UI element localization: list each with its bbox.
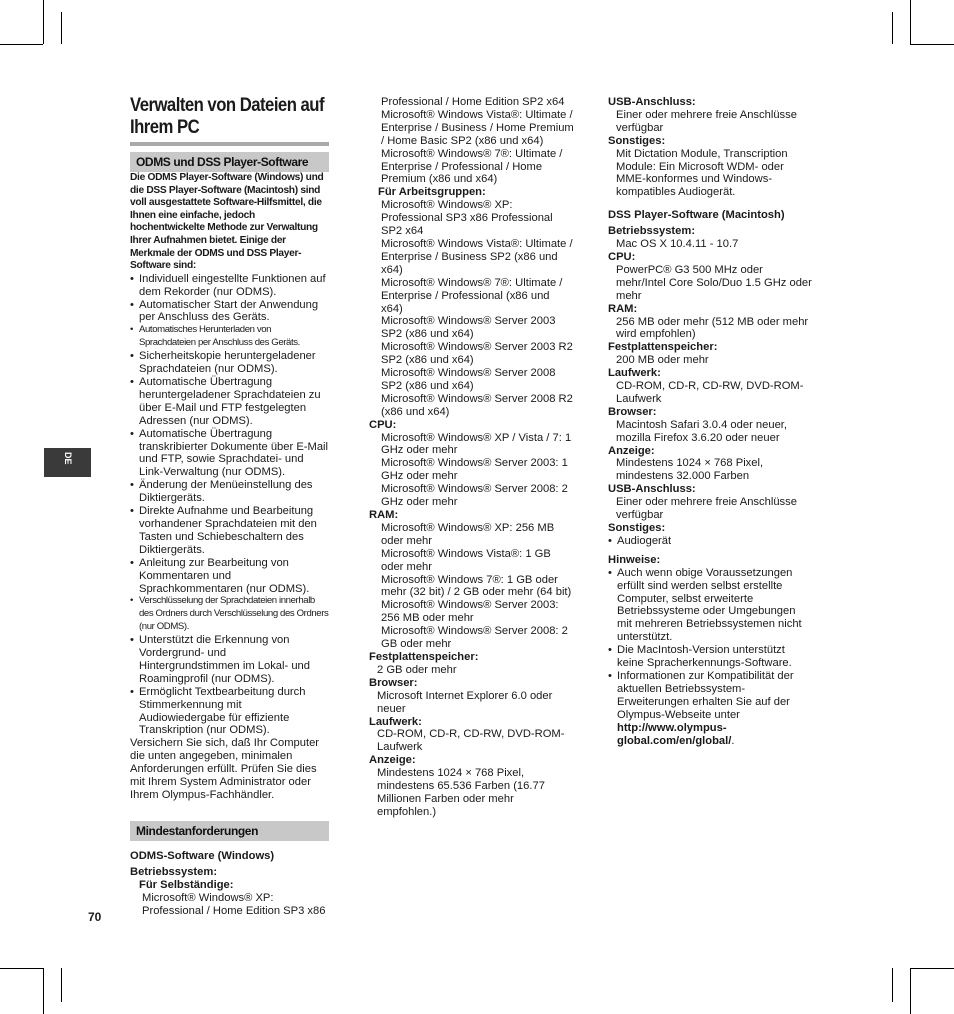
mac-usb-label: USB-Anschluss: [608,483,696,496]
language-tab [44,448,91,477]
list-item: • Die MacIntosh-Version unterstützt keine Spracherkennungs-Software. [608,644,813,670]
cpu-label: CPU: [369,418,397,431]
title-rule [130,142,329,146]
usb-value: Einer oder mehrere freie Anschlüsse verfügbar [616,108,797,134]
page-number: 70 [88,910,102,924]
list-item [608,670,813,747]
section-heading-software: ODMS und DSS Player-Software [130,152,329,172]
crop-mark [0,44,43,45]
workgroup-label: Für Arbeitsgruppen: [378,186,486,199]
section-heading-requirements: Mindestanforderungen [130,821,329,841]
crop-mark [892,12,893,44]
intro-text: Die ODMS Player-Software (Windows) und die DSS Player-Software (Macintosh) sind voll ausgestattete Software-Hilfsmittel, die Ihnen eine einfache, jedoch hochentwickelte Methode zur Verwaltung Ihrer Aufnahmen bietet. Einige der Merkmale der ODMS und DSS Player-Software sind: [130,172,324,272]
list-item: • Änderung der Menüeinstellung des Diktiergeräts. [130,479,329,505]
ram-entry: Microsoft® Windows Vista®: 1 GB oder mehr [381,547,551,573]
list-item: • Ermöglicht Textbearbeitung durch Stimmerkennung mit Audiowiedergabe für effiziente Transkription (nur ODMS). [130,686,329,738]
disk-label: Festplattenspeicher: [369,650,479,663]
usb-label: USB-Anschluss: [608,96,696,108]
drive-value: CD-ROM, CD-R, CD-RW, DVD-ROM-Laufwerk [377,728,565,754]
drive-label: Laufwerk: [369,715,422,728]
list-item: • Unterstützt die Erkennung von Vordergrund- und Hintergrundstimmen im Lokal- und Roamingprofil (nur ODMS). [130,634,329,686]
mac-drive-label: Laufwerk: [608,367,661,380]
workgroup-entry: Microsoft® Windows® 7®: Ultimate / Enterprise / Professional (x86 und x64) [381,276,563,315]
crop-mark [910,968,954,969]
ram-entry: Microsoft® Windows® Server 2003: 256 MB oder mehr [381,599,559,625]
mac-drive-value: CD-ROM, CD-R, CD-RW, DVD-ROM-Laufwerk [616,380,804,405]
language-tab-label: DE [63,452,73,465]
notes-list [608,567,813,748]
crop-mark [43,968,44,1014]
list-item: • Audiogerät [608,535,813,548]
standalone-entry: Microsoft® Windows® XP: Professional / Home Edition SP3 x86 [142,891,326,917]
misc-value: Mit Dictation Module, Transcription Module: Ein Microsoft WDM- oder MME-konformes und Windows-kompatibles Audiogerät. [616,147,788,199]
mac-os-value: Mac OS X 10.4.11 - 10.7 [616,238,739,251]
workgroup-entry: Microsoft® Windows® Server 2003 SP2 (x86 und x64) [381,315,556,341]
standalone-entry: Professional / Home Edition SP2 x64 [381,96,565,108]
cpu-entry: Microsoft® Windows® Server 2003: 1 GHz oder mehr [381,457,568,483]
column-3 [608,96,813,747]
ram-entry: Microsoft® Windows® XP: 256 MB oder mehr [381,521,555,547]
mac-browser-value: Macintosh Safari 3.0.4 oder neuer, mozilla Firefox 3.6.20 oder neuer [616,418,788,444]
mac-disk-label: Festplattenspeicher: [608,341,718,354]
display-label: Anzeige: [369,754,416,767]
cpu-entry: Microsoft® Windows® XP / Vista / 7: 1 GHz oder mehr [381,431,572,457]
list-item: • Anleitung zur Bearbeitung von Kommentaren und Sprachkommentaren (nur ODMS). [130,557,329,596]
mac-os-label: Betriebssystem: [608,225,696,238]
crop-mark [910,44,954,45]
page-title: Verwalten von Dateien auf Ihrem PC [130,95,325,138]
misc-label: Sonstiges: [608,134,666,147]
list-item: • Sicherheitskopie heruntergeladener Sprachdateien (nur ODMS). [130,350,329,376]
list-item: • Individuell eingestellte Funktionen auf dem Rekorder (nur ODMS). [130,273,329,299]
disk-value: 2 GB oder mehr [377,663,457,676]
list-item: • Automatische Übertragung heruntergeladener Sprachdateien zu über E-Mail und FTP festgelegten Adressen (nur ODMS). [130,376,329,428]
standalone-entry: Microsoft® Windows Vista®: Ultimate / Enterprise / Business / Home Premium / Home Basic SP2 (x86 und x64) [381,108,574,147]
workgroup-entry: Microsoft® Windows® XP: Professional SP3 x86 Professional SP2 x64 [381,199,553,238]
mac-ram-value: 256 MB oder mehr (512 MB oder mehr wird empfohlen) [616,315,809,341]
standalone-entry: Microsoft® Windows® 7®: Ultimate / Enterprise / Professional / Home Premium (x86 und x64) [381,147,563,186]
mac-disk-value: 200 MB oder mehr [616,354,709,367]
mac-cpu-label: CPU: [608,250,636,263]
mac-cpu-value: PowerPC® G3 500 MHz oder mehr/Intel Core Solo/Duo 1.5 GHz oder mehr [616,263,812,302]
browser-value: Microsoft Internet Explorer 6.0 oder neuer [377,689,553,715]
list-item: • Automatischer Start der Anwendung per Anschluss des Geräts. [130,299,329,325]
mac-ram-label: RAM: [608,302,638,315]
crop-mark [910,968,911,1014]
crop-mark [43,0,44,44]
display-value: Mindestens 1024 × 768 Pixel, mindestens 65.536 Farben (16.77 Millionen Farben oder mehr empfohlen.) [377,767,545,818]
list-item: • Automatisches Herunterladen von Sprachdateien per Anschluss des Geräts. [130,324,329,350]
crop-mark [61,968,62,1002]
column-1 [130,95,329,917]
list-item: • Automatische Übertragung transkribierter Dokumente über E-Mail und FTP, sowie Sprachdatei- und Link-Verwaltung (nur ODMS). [130,428,329,480]
workgroup-entry: Microsoft® Windows Vista®: Ultimate / Enterprise / Business SP2 (x86 und x64) [381,237,573,276]
crop-mark [0,968,43,969]
mac-title: DSS Player-Software (Macintosh) [608,209,785,222]
notes-last-text: Informationen zur Kompatibilität der aktuellen Betriebssystem-Erweiterungen erhalten Sie auf der Olympus-Webseite unter [617,669,794,721]
mac-usb-value: Einer oder mehrere freie Anschlüsse verfügbar [616,496,797,522]
closing-text: Versichern Sie sich, daß Ihr Computer die unten angegeben, minimalen Anforderungen erfüllt. Prüfen Sie dies mit Ihrem System Administrator oder Ihrem Olympus-Fachhändler. [130,737,320,801]
feature-list [130,273,329,738]
ram-entry: Microsoft® Windows® Server 2008: 2 GB oder mehr [381,625,568,651]
list-item: • Verschlüsselung der Sprachdateien innerhalb des Ordners durch Verschlüsselung des Ordners (nur ODMS). [130,595,329,634]
notes-label: Hinweise: [608,553,661,566]
ram-entry: Microsoft® Windows 7®: 1 GB oder mehr (32 bit) / 2 GB oder mehr (64 bit) [381,573,572,599]
url-suffix: . [731,734,735,747]
workgroup-entry: Microsoft® Windows® Server 2008 SP2 (x86 und x64) [381,367,556,392]
standalone-label: Für Selbständige: [139,878,234,891]
workgroup-entry: Microsoft® Windows® Server 2008 R2 (x86 und x64) [381,392,573,418]
cpu-entry: Microsoft® Windows® Server 2008: 2 GHz oder mehr [381,483,568,509]
browser-label: Browser: [369,676,418,689]
crop-mark [892,968,893,1002]
mac-misc-list [608,535,813,548]
mac-misc-label: Sonstiges: [608,522,666,534]
list-item: • Direkte Aufnahme und Bearbeitung vorhandener Sprachdateien mit den Tasten und Schiebeschaltern des Diktiergeräts. [130,505,329,557]
mac-browser-label: Browser: [608,405,657,418]
mac-display-label: Anzeige: [608,444,655,457]
workgroup-entry: Microsoft® Windows® Server 2003 R2 SP2 (x86 und x64) [381,341,573,367]
odms-title: ODMS-Software (Windows) [130,849,275,862]
os-label: Betriebssystem: [130,865,218,878]
crop-mark [910,0,911,44]
crop-mark [61,12,62,44]
column-2 [369,96,574,819]
mac-display-value: Mindestens 1024 × 768 Pixel, mindestens 32.000 Farben [616,457,764,483]
list-item: • Auch wenn obige Voraussetzungen erfüllt sind werden selbst erstellte Computer, selbst erweiterte Betriebssysteme oder Umgebungen mit mehreren Betriebssystemen nicht unterstützt. [608,567,813,644]
ram-label: RAM: [369,509,399,521]
olympus-url-link[interactable]: http://www.olympus-global.com/en/global/ [617,721,732,747]
